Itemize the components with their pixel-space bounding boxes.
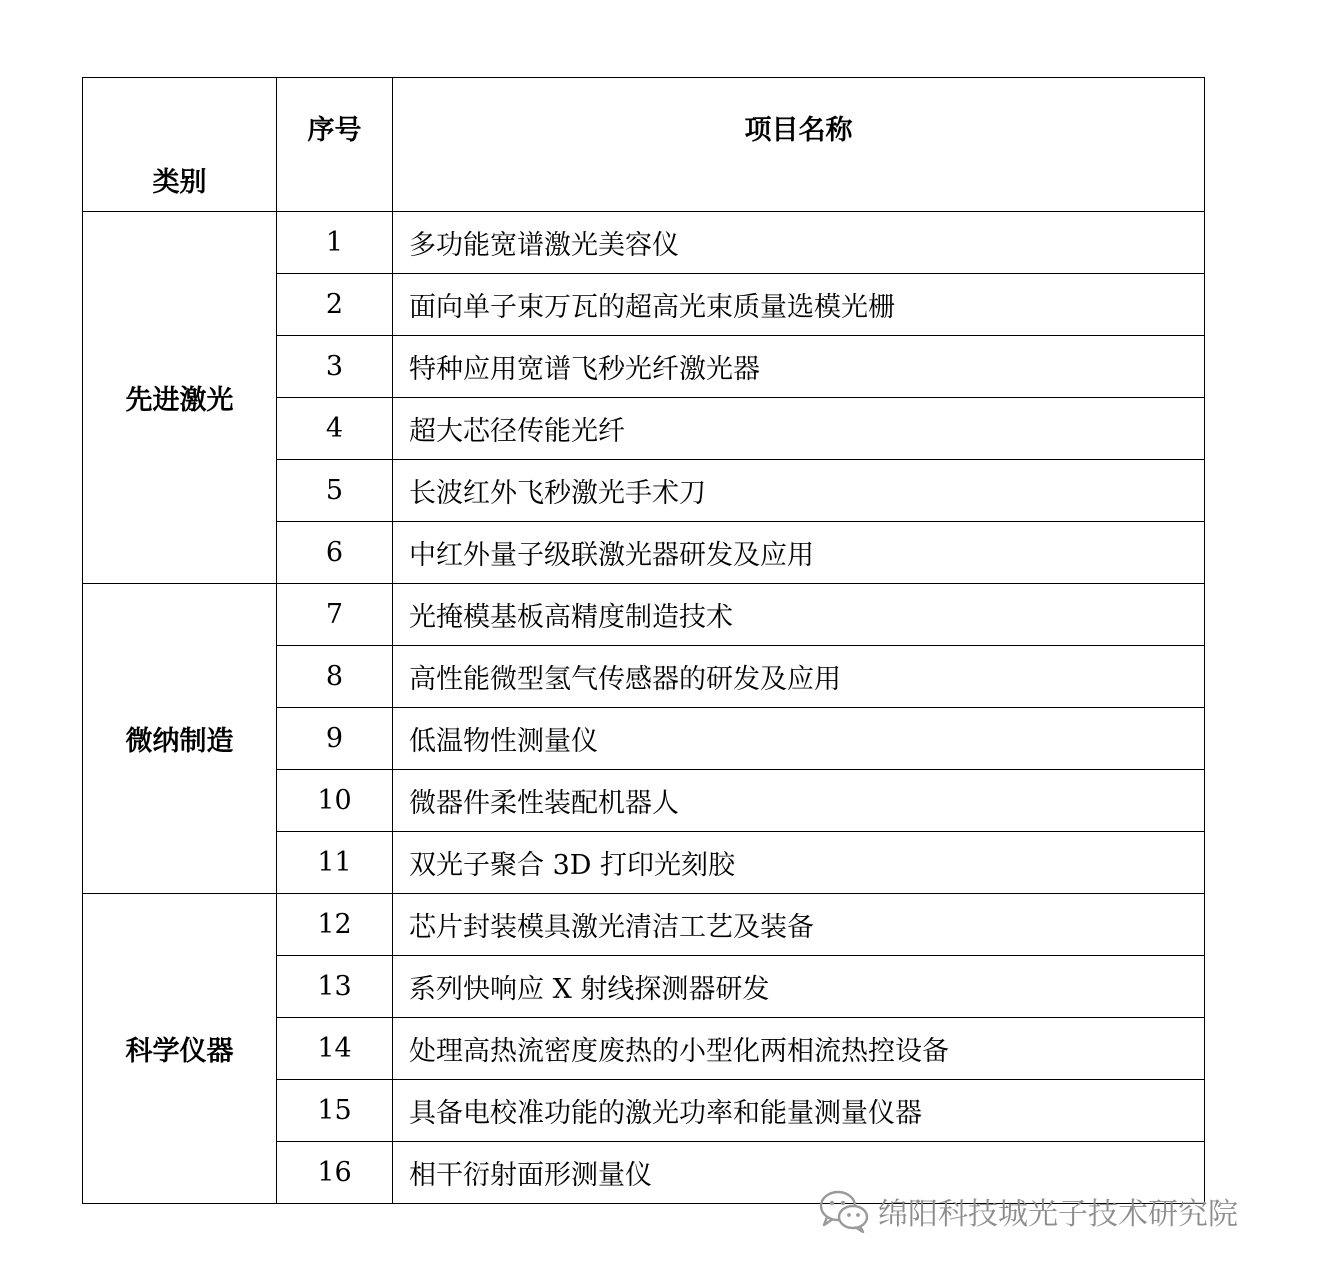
project-name-cell: 低温物性测量仪 bbox=[393, 708, 1205, 770]
row-number-cell: 14 bbox=[277, 1018, 393, 1080]
project-name-cell: 具备电校准功能的激光功率和能量测量仪器 bbox=[393, 1080, 1205, 1142]
project-table bbox=[82, 77, 1205, 1204]
watermark bbox=[818, 1188, 1238, 1234]
category-cell: 微纳制造 bbox=[83, 584, 277, 894]
category-cell: 先进激光 bbox=[83, 212, 277, 584]
row-number-cell: 8 bbox=[277, 646, 393, 708]
project-name-cell: 多功能宽谱激光美容仪 bbox=[393, 212, 1205, 274]
wechat-icon bbox=[818, 1188, 870, 1234]
project-name-cell: 微器件柔性装配机器人 bbox=[393, 770, 1205, 832]
project-name-cell: 面向单子束万瓦的超高光束质量选模光栅 bbox=[393, 274, 1205, 336]
watermark-text: 绵阳科技城光子技术研究院 bbox=[878, 1197, 1238, 1232]
project-name-cell: 中红外量子级联激光器研发及应用 bbox=[393, 522, 1205, 584]
row-number-cell: 13 bbox=[277, 956, 393, 1018]
project-name-cell: 处理高热流密度废热的小型化两相流热控设备 bbox=[393, 1018, 1205, 1080]
row-number-cell: 2 bbox=[277, 274, 393, 336]
row-number-cell: 10 bbox=[277, 770, 393, 832]
project-name-cell: 相干衍射面形测量仪 bbox=[393, 1142, 1205, 1204]
header-category: 类别 bbox=[83, 78, 277, 212]
row-number-cell: 7 bbox=[277, 584, 393, 646]
project-name-cell: 特种应用宽谱飞秒光纤激光器 bbox=[393, 336, 1205, 398]
header-number: 序号 bbox=[277, 78, 393, 212]
row-number-cell: 11 bbox=[277, 832, 393, 894]
table-header-row bbox=[83, 78, 1205, 212]
row-number-cell: 5 bbox=[277, 460, 393, 522]
row-number-cell: 6 bbox=[277, 522, 393, 584]
project-name-cell: 系列快响应 X 射线探测器研发 bbox=[393, 956, 1205, 1018]
category-cell: 科学仪器 bbox=[83, 894, 277, 1204]
row-number-cell: 16 bbox=[277, 1142, 393, 1204]
project-name-cell: 超大芯径传能光纤 bbox=[393, 398, 1205, 460]
row-number-cell: 12 bbox=[277, 894, 393, 956]
header-project-name: 项目名称 bbox=[393, 78, 1205, 212]
project-table-container bbox=[82, 77, 1205, 1204]
project-name-cell: 高性能微型氢气传感器的研发及应用 bbox=[393, 646, 1205, 708]
row-number-cell: 9 bbox=[277, 708, 393, 770]
project-name-cell: 芯片封装模具激光清洁工艺及装备 bbox=[393, 894, 1205, 956]
table-row bbox=[83, 894, 1205, 956]
row-number-cell: 1 bbox=[277, 212, 393, 274]
project-name-cell: 长波红外飞秒激光手术刀 bbox=[393, 460, 1205, 522]
project-name-cell: 双光子聚合 3D 打印光刻胶 bbox=[393, 832, 1205, 894]
row-number-cell: 15 bbox=[277, 1080, 393, 1142]
table-row bbox=[83, 212, 1205, 274]
project-name-cell: 光掩模基板高精度制造技术 bbox=[393, 584, 1205, 646]
table-row bbox=[83, 584, 1205, 646]
row-number-cell: 3 bbox=[277, 336, 393, 398]
row-number-cell: 4 bbox=[277, 398, 393, 460]
